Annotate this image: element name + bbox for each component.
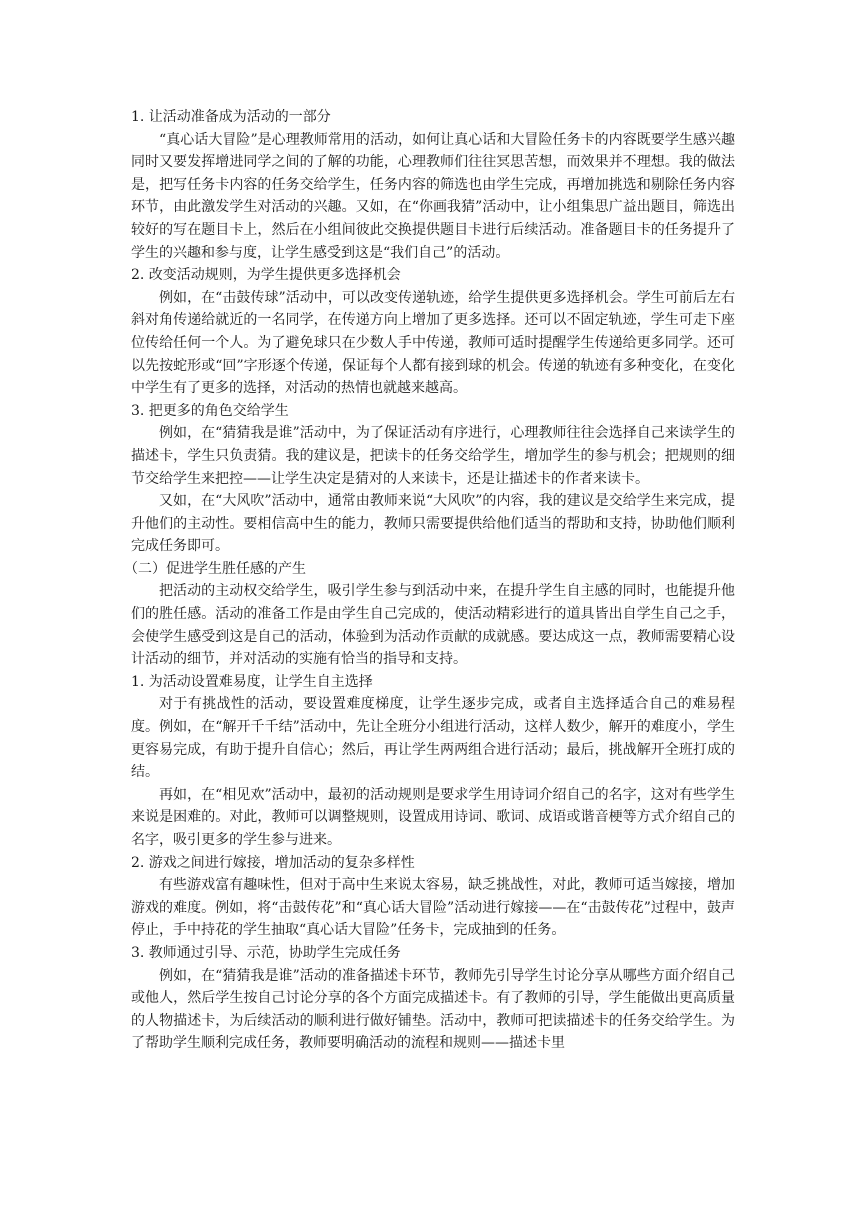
- subheading-prepare-activity: 1. 让活动准备成为活动的一部分: [131, 109, 331, 125]
- document-body: [124, 106, 735, 1055]
- subheading-teacher-guidance: 3. 教师通过引导、示范，协助学生完成任务: [131, 944, 401, 961]
- subheading-roles-to-students: 3. 把更多的角色交给学生: [131, 402, 289, 419]
- paragraph: 再如，在“相见欢”活动中，最初的活动规则是要求学生用诗词介绍自己的名字，这对有些学生来说是困难的。对此，教师可以调整规则，设置成用诗词、歌词、成语或谐音梗等方式介绍自己的名字，吸引更多的学生参与进来。: [131, 786, 735, 848]
- paragraph: 有些游戏富有趣味性，但对于高中生来说太容易，缺乏挑战性，对此，教师可适当嫁接，增加游戏的难度。例如，将“击鼓传花”和“真心话大冒险”活动进行嫁接——在“击鼓传花”过程中，鼓声停止，手中持花的学生抽取“真心话大冒险”任务卡，完成抽到的任务。: [131, 877, 735, 939]
- paragraph: 对于有挑战性的活动，要设置难度梯度，让学生逐步完成，或者自主选择适合自己的难易程度。例如，在“解开千千结”活动中，先让全班分小组进行活动，这样人数少，解开的难度小，学生更容易完成，有助于提升自信心；然后，再让学生两两组合进行活动；最后，挑战解开全班打成的结。: [131, 696, 735, 781]
- subheading-game-grafting: 2. 游戏之间进行嫁接，增加活动的复杂多样性: [131, 854, 415, 871]
- subheading-difficulty: 1. 为活动设置难易度，让学生自主选择: [131, 673, 373, 690]
- paragraph: 例如，在“猜猜我是谁”活动中，为了保证活动有序进行，心理教师往往会选择自己来读学生的描述卡，学生只负责猜。我的建议是，把读卡的任务交给学生，增加学生的参与机会；把规则的细节交给学生来把控——让学生决定是猜对的人来读卡，还是让描述卡的作者来读卡。: [131, 425, 735, 487]
- section-heading-competence: （二）促进学生胜任感的产生: [124, 560, 306, 577]
- paragraph: 又如，在“大风吹”活动中，通常由教师来说“大风吹”的内容，我的建议是交给学生来完成，提升他们的主动性。要相信高中生的能力，教师只需要提供给他们适当的帮助和支持，协助他们顺利完成任务即可。: [131, 493, 735, 555]
- paragraph: 把活动的主动权交给学生，吸引学生参与到活动中来，在提升学生自主感的同时，也能提升他们的胜任感。活动的准备工作是由学生自己完成的，使活动精彩进行的道具皆出自学生自己之手，会使学生感受到这是自己的活动，体验到为活动作贡献的成就感。要达成这一点，教师需要精心设计活动的细节，并对活动的实施有恰当的指导和支持。: [131, 583, 735, 668]
- subheading-change-rules: 2. 改变活动规则，为学生提供更多选择机会: [131, 267, 401, 284]
- paragraph: “真心话大冒险”是心理教师常用的活动，如何让真心话和大冒险任务卡的内容既要学生感兴趣同时又要发挥增进同学之间的了解的功能，心理教师们往往冥思苦想，而效果并不理想。我的做法是，把写任务卡内容的任务交给学生，任务内容的筛选也由学生完成，再增加挑选和剔除任务内容环节，由此激发学生对活动的兴趣。又如，在“你画我猜”活动中，让小组集思广益出题目，筛选出较好的写在题目卡上，然后在小组间彼此交换提供题目卡进行后续活动。准备题目卡的任务提升了学生的兴趣和参与度，让学生感受到这是“我们自己”的活动。: [131, 131, 735, 261]
- paragraph: 例如，在“猜猜我是谁”活动的准备描述卡环节，教师先引导学生讨论分享从哪些方面介绍自己或他人，然后学生按自己讨论分享的各个方面完成描述卡。有了教师的引导，学生能做出更高质量的人物描述卡，为后续活动的顺利进行做好铺垫。活动中，教师可把读描述卡的任务交给学生。为了帮助学生顺利完成任务，教师要明确活动的流程和规则——描述卡里: [131, 967, 735, 1052]
- paragraph: 例如，在“击鼓传球”活动中，可以改变传递轨迹，给学生提供更多选择机会。学生可前后左右斜对角传递给就近的一名同学，在传递方向上增加了更多选择。还可以不固定轨迹，学生可走下座位传给任何一个人。为了避免球只在少数人手中传递，教师可适时提醒学生传递给更多同学。还可以先按蛇形或“回”字形逐个传递，保证每个人都有接到球的机会。传递的轨迹有多种变化，在变化中学生有了更多的选择，对活动的热情也就越来越高。: [131, 289, 735, 397]
